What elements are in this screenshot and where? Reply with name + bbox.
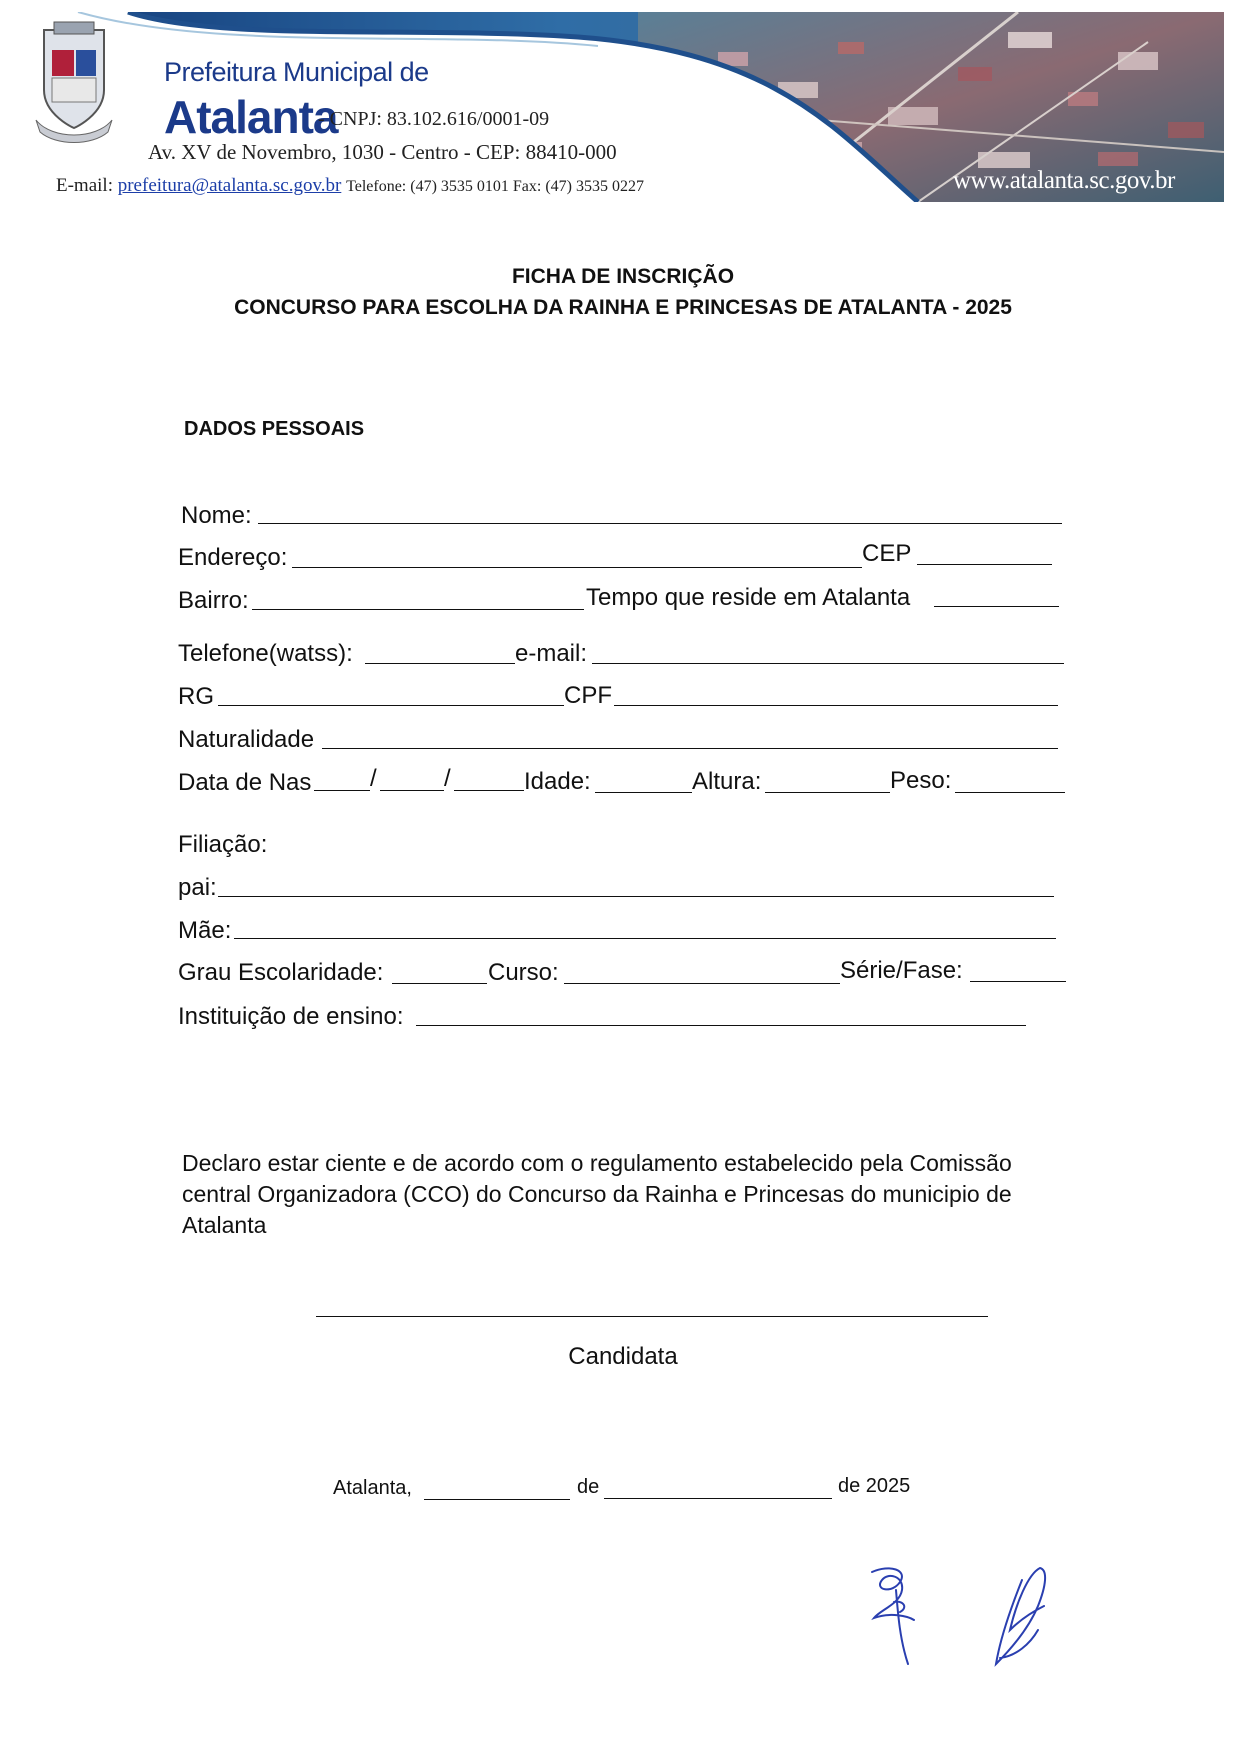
cpf-label: CPF xyxy=(564,682,612,709)
address: Av. XV de Novembro, 1030 - Centro - CEP: 88410-000 xyxy=(148,140,617,164)
idade-field[interactable] xyxy=(595,792,692,793)
declaration-text: Declaro estar ciente e de acordo com o regulamento estabelecido pela Comissão central Organizadora (CCO) do Concurso da Rainha e Princesas do municipio de Atalanta xyxy=(182,1150,1012,1238)
peso-label: Peso: xyxy=(890,767,952,794)
altura-field[interactable] xyxy=(765,792,890,793)
dia-field[interactable] xyxy=(314,790,370,791)
contact-line xyxy=(56,175,644,197)
date-slash: / xyxy=(370,765,377,792)
coat-of-arms-icon xyxy=(32,20,116,150)
bairro-field[interactable] xyxy=(252,609,584,610)
date-de: de xyxy=(577,1476,600,1498)
tempo-label: Tempo que reside em Atalanta xyxy=(586,584,911,611)
idade-label: Idade: xyxy=(524,768,591,795)
naturalidade-field[interactable] xyxy=(322,748,1058,749)
grau-field[interactable] xyxy=(392,983,487,984)
naturalidade-label: Naturalidade xyxy=(178,726,315,753)
ano-field[interactable] xyxy=(454,790,524,791)
cep-label: CEP xyxy=(862,540,912,567)
handwritten-initials-icon xyxy=(860,1560,1080,1680)
filiacao-label: Filiação: xyxy=(178,831,268,858)
phone-fax: Telefone: (47) 3535 0101 Fax: (47) 3535 0227 xyxy=(346,178,644,195)
rg-label: RG xyxy=(178,683,214,710)
pai-field[interactable] xyxy=(218,896,1054,897)
curso-field[interactable] xyxy=(564,983,840,984)
telefone-label: Telefone(watss): xyxy=(178,640,353,667)
serie-label: Série/Fase: xyxy=(840,957,963,984)
nome-field[interactable] xyxy=(258,523,1062,524)
email-link[interactable]: prefeitura@atalanta.sc.gov.br xyxy=(117,175,342,196)
email-field-label: e-mail: xyxy=(515,640,588,667)
prefeitura-title: Prefeitura Municipal de xyxy=(164,57,429,87)
date-year: de 2025 xyxy=(838,1475,911,1497)
rg-field[interactable] xyxy=(218,705,564,706)
bairro-label: Bairro: xyxy=(178,587,249,614)
nome-label: Nome: xyxy=(181,502,252,529)
signature-line[interactable] xyxy=(316,1316,988,1317)
mae-label: Mãe: xyxy=(178,917,232,944)
website-link[interactable]: www.atalanta.sc.gov.br xyxy=(953,167,1175,194)
telefone-field[interactable] xyxy=(365,663,515,664)
data-nasc-label: Data de Nas xyxy=(178,769,312,796)
date-month-field[interactable] xyxy=(604,1498,832,1499)
section-heading: DADOS PESSOAIS xyxy=(184,418,365,440)
letterhead xyxy=(18,12,1224,202)
mae-field[interactable] xyxy=(234,938,1056,939)
date-slash: / xyxy=(444,765,451,792)
instituicao-label: Instituição de ensino: xyxy=(178,1003,404,1030)
form-title: FICHA DE INSCRIÇÃO xyxy=(511,265,735,288)
date-city: Atalanta, xyxy=(333,1477,412,1499)
signature-label: Candidata xyxy=(568,1343,678,1370)
email-field[interactable] xyxy=(592,663,1064,664)
cpf-field[interactable] xyxy=(614,705,1058,706)
tempo-field[interactable] xyxy=(934,606,1059,607)
peso-field[interactable] xyxy=(955,792,1065,793)
date-day-field[interactable] xyxy=(424,1499,570,1500)
form-subtitle: CONCURSO PARA ESCOLHA DA RAINHA E PRINCESAS DE ATALANTA - 2025 xyxy=(234,296,1012,319)
mes-field[interactable] xyxy=(380,790,444,791)
cnpj: - CNPJ: 83.102.616/0001-09 xyxy=(318,108,550,130)
instituicao-field[interactable] xyxy=(416,1025,1026,1026)
endereco-field[interactable] xyxy=(292,567,862,568)
pai-label: pai: xyxy=(178,874,217,901)
curso-label: Curso: xyxy=(488,959,559,986)
email-label: E-mail: xyxy=(56,175,113,196)
city-name: Atalanta xyxy=(164,91,338,143)
endereco-label: Endereço: xyxy=(178,544,288,571)
grau-label: Grau Escolaridade: xyxy=(178,959,384,986)
altura-label: Altura: xyxy=(692,768,762,795)
serie-field[interactable] xyxy=(970,981,1066,982)
cep-field[interactable] xyxy=(917,564,1052,565)
